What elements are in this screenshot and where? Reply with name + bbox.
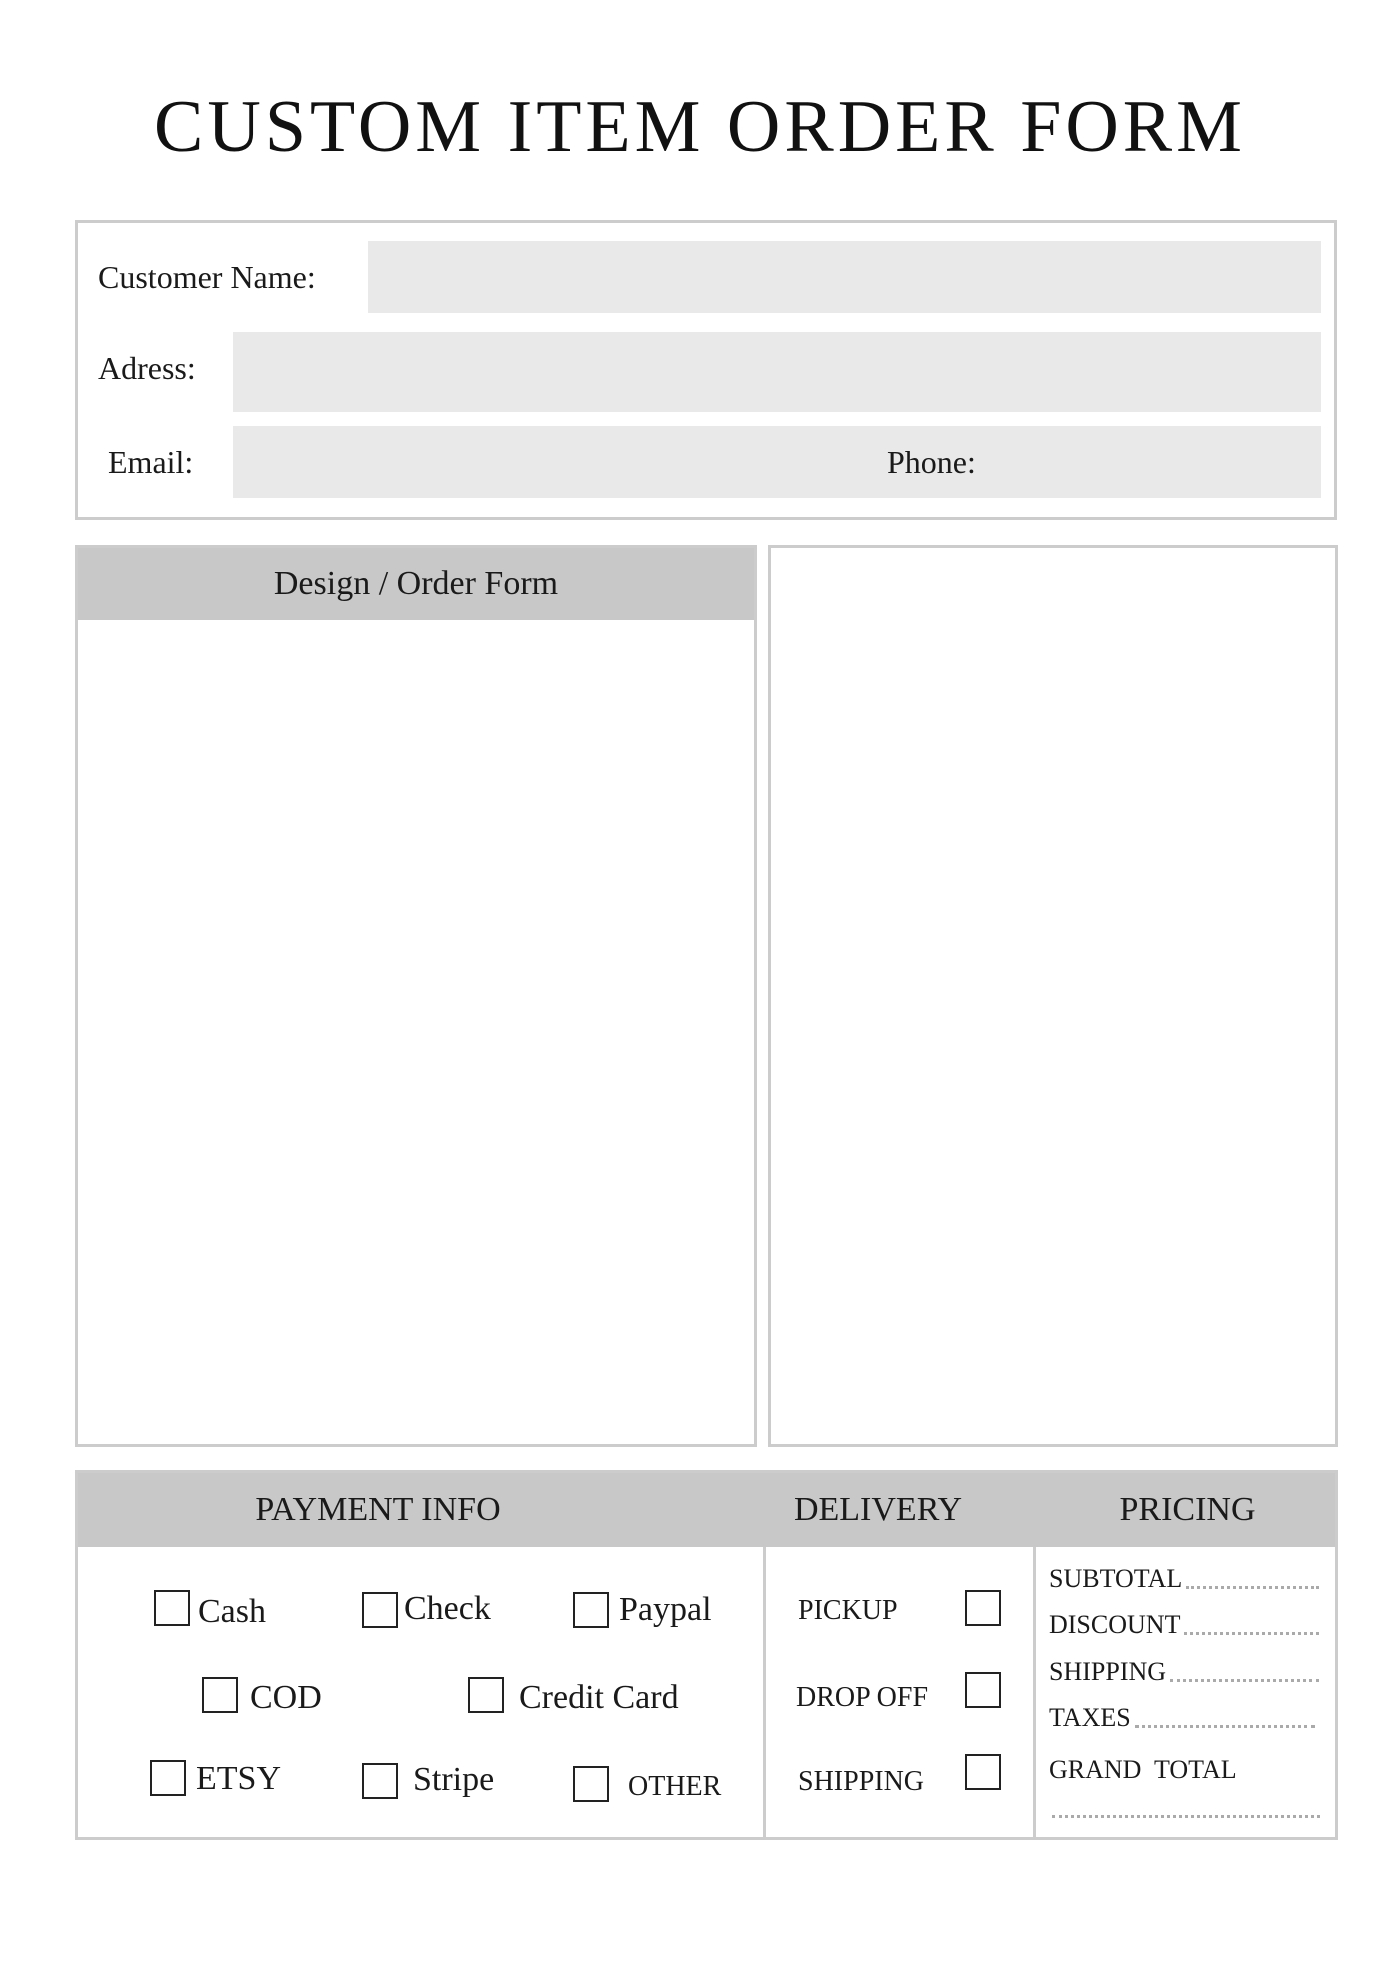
subtotal-line[interactable] (1186, 1585, 1319, 1589)
paypal-checkbox[interactable] (573, 1592, 609, 1628)
shipping-price-label: SHIPPING (1049, 1657, 1167, 1686)
subtotal-row (1049, 1563, 1319, 1595)
cod-checkbox[interactable] (202, 1677, 238, 1713)
pricing-header (1040, 1473, 1335, 1547)
drop-off-checkbox[interactable] (965, 1672, 1001, 1708)
delivery-header-text: DELIVERY (793, 1491, 963, 1528)
credit-card-label: Credit Card (519, 1679, 679, 1716)
taxes-row (1049, 1702, 1315, 1734)
discount-label: DISCOUNT (1049, 1610, 1181, 1639)
taxes-line[interactable] (1135, 1724, 1315, 1728)
email-phone-field[interactable] (233, 426, 1321, 498)
customer-name-label: Customer Name: (98, 259, 316, 295)
taxes-label: TAXES (1049, 1703, 1131, 1732)
shipping-price-row (1049, 1656, 1319, 1688)
pricing-header-text: PRICING (1119, 1491, 1256, 1528)
payment-header-text: PAYMENT INFO (255, 1491, 501, 1528)
stripe-checkbox[interactable] (362, 1763, 398, 1799)
sketch-panel[interactable] (768, 545, 1338, 1447)
cod-label: COD (250, 1679, 322, 1716)
design-panel (75, 545, 757, 1447)
page-title: CUSTOM ITEM ORDER FORM (154, 86, 1246, 168)
delivery-pricing-divider (1033, 1547, 1036, 1837)
customer-info-box (75, 220, 1337, 520)
check-checkbox[interactable] (362, 1592, 398, 1628)
payment-delivery-divider (763, 1547, 766, 1837)
etsy-checkbox[interactable] (150, 1760, 186, 1796)
address-field[interactable] (233, 332, 1321, 412)
subtotal-label: SUBTOTAL (1049, 1564, 1183, 1593)
pickup-checkbox[interactable] (965, 1590, 1001, 1626)
pickup-label: PICKUP (798, 1595, 898, 1626)
grand-total-label: GRAND TOTAL (1049, 1755, 1237, 1784)
address-label: Adress: (98, 350, 196, 386)
shipping-price-line[interactable] (1170, 1678, 1319, 1682)
discount-line[interactable] (1184, 1631, 1319, 1635)
design-drawing-area[interactable] (78, 620, 754, 1444)
other-label: OTHER (628, 1771, 722, 1802)
delivery-header (765, 1473, 991, 1547)
etsy-label: ETSY (196, 1760, 281, 1797)
shipping-delivery-label: SHIPPING (798, 1766, 925, 1797)
credit-card-checkbox[interactable] (468, 1677, 504, 1713)
customer-name-field[interactable] (368, 241, 1321, 313)
phone-label: Phone: (887, 444, 976, 480)
stripe-label: Stripe (413, 1761, 495, 1798)
grand-total-line[interactable] (1052, 1815, 1320, 1818)
shipping-checkbox[interactable] (965, 1754, 1001, 1790)
design-header (78, 548, 754, 620)
cash-checkbox[interactable] (154, 1590, 190, 1626)
payment-header (78, 1473, 678, 1547)
email-label: Email: (108, 444, 194, 480)
design-header-text: Design / Order Form (273, 565, 559, 602)
cash-label: Cash (198, 1593, 266, 1630)
check-label: Check (404, 1590, 491, 1627)
grand-total-row (1049, 1754, 1319, 1786)
other-checkbox[interactable] (573, 1766, 609, 1802)
drop-off-label: DROP OFF (796, 1682, 929, 1713)
discount-row (1049, 1609, 1319, 1641)
paypal-label: Paypal (619, 1591, 712, 1628)
